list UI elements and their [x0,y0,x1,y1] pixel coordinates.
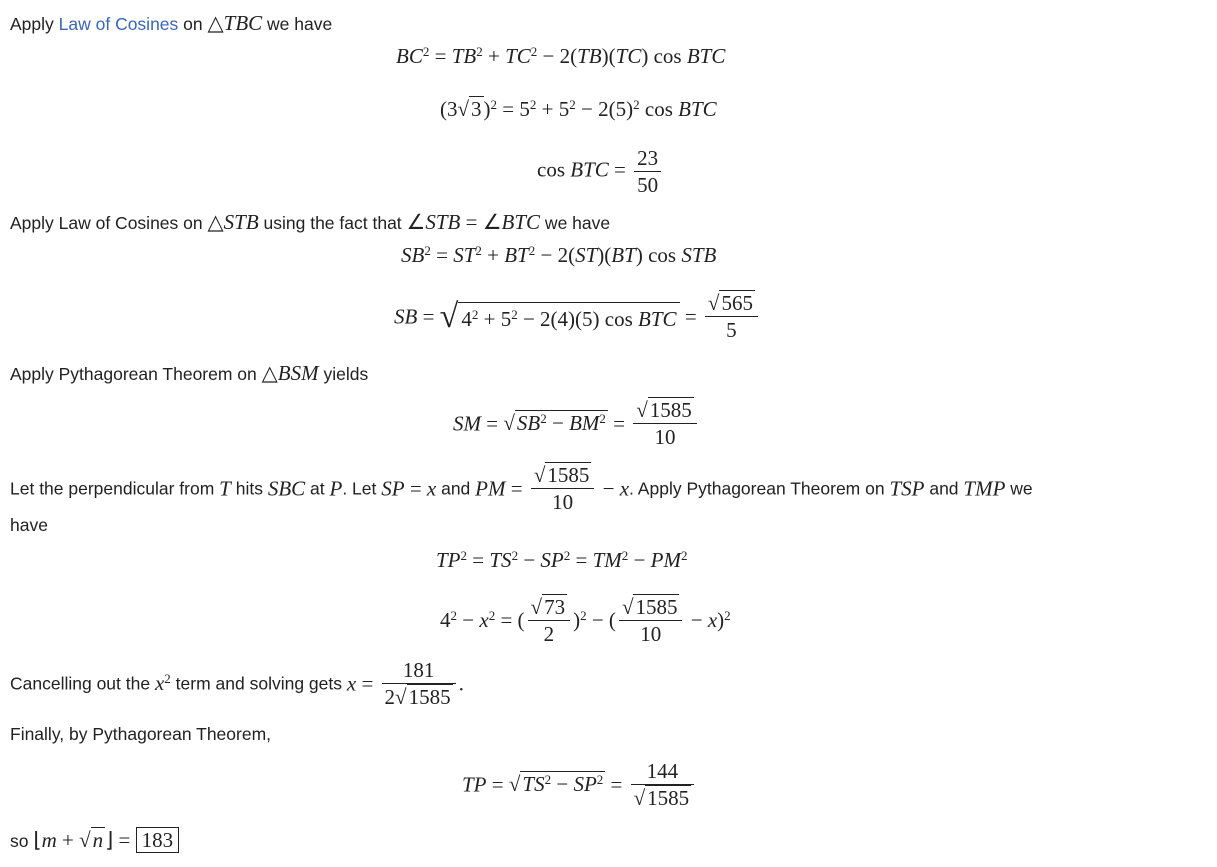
paragraph-finally: Finally, by Pythagorean Theorem, [10,724,272,744]
equation-law-of-cosines: $BC^2 = TB^2 + TC^2 - 2(TB)(TC)$ cos BTC [396,43,726,68]
equation-sb-squared: $SB^2 = ST^2 + BT^2 - 2(ST)(BT)$ cos STB [401,242,717,267]
triangle-tbc: △TBC [207,11,263,35]
equation-tp-squared: $TP^2 = TS^2 - SP^2 = TM^2 - PM^2$ [436,547,688,572]
paragraph-perpendicular: Let the perpendicular from T hits SBC at P. Let SP = x and PM = $\frac{√1585}{10}$ − x. Apply Pythagorean Theorem on TSP and TMP we [10,463,1033,515]
paragraph-perpendicular-cont: have [10,515,48,535]
answer-box: 183 [136,827,180,853]
paragraph-pythagorean-bsm: Apply Pythagorean Theorem on △BSM yields [10,361,369,385]
law-of-cosines-link[interactable]: Law of Cosines [58,14,179,34]
equation-sm-value: SM = $√SB^2 - BM^2$ = $\frac{√1585}{10}$ [453,397,700,451]
equation-sb-value: SB = √ $4^2 + 5^2 - 2(4)(5)$ cos BTC = $\frac{√565}{5}$ [394,290,761,344]
paragraph-answer: so ⌊m + √n⌋ = 183 [10,828,179,853]
equation-tp-value: TP = $√TS^2 - SP^2$ = $\frac{144}{√1585}$ [462,758,697,812]
paragraph-law-of-cosines-stb: Apply Law of Cosines on △STB using the fact that ∠STB = ∠BTC we have [10,210,611,234]
paragraph-law-of-cosines-tbc: Apply Law of Cosines on △TBC we have [10,11,333,35]
equation-cos-btc: cos BTC = $\frac{23}{50}$ [537,145,664,199]
equation-substitution: $(3√3)^2 = 5^2 + 5^2 - 2(5)^2$ cos BTC [440,96,717,121]
equation-x-relation: $4^2 - x^2$ = ( $\frac{√73}{2}$ )$^2$ − ( $\frac{√1585}{10}$ − x)$^2$ [440,595,731,647]
paragraph-cancelling: Cancelling out the $x^2$ term and solving gets x = $\frac{181}{2√1585}$ . [10,658,464,710]
